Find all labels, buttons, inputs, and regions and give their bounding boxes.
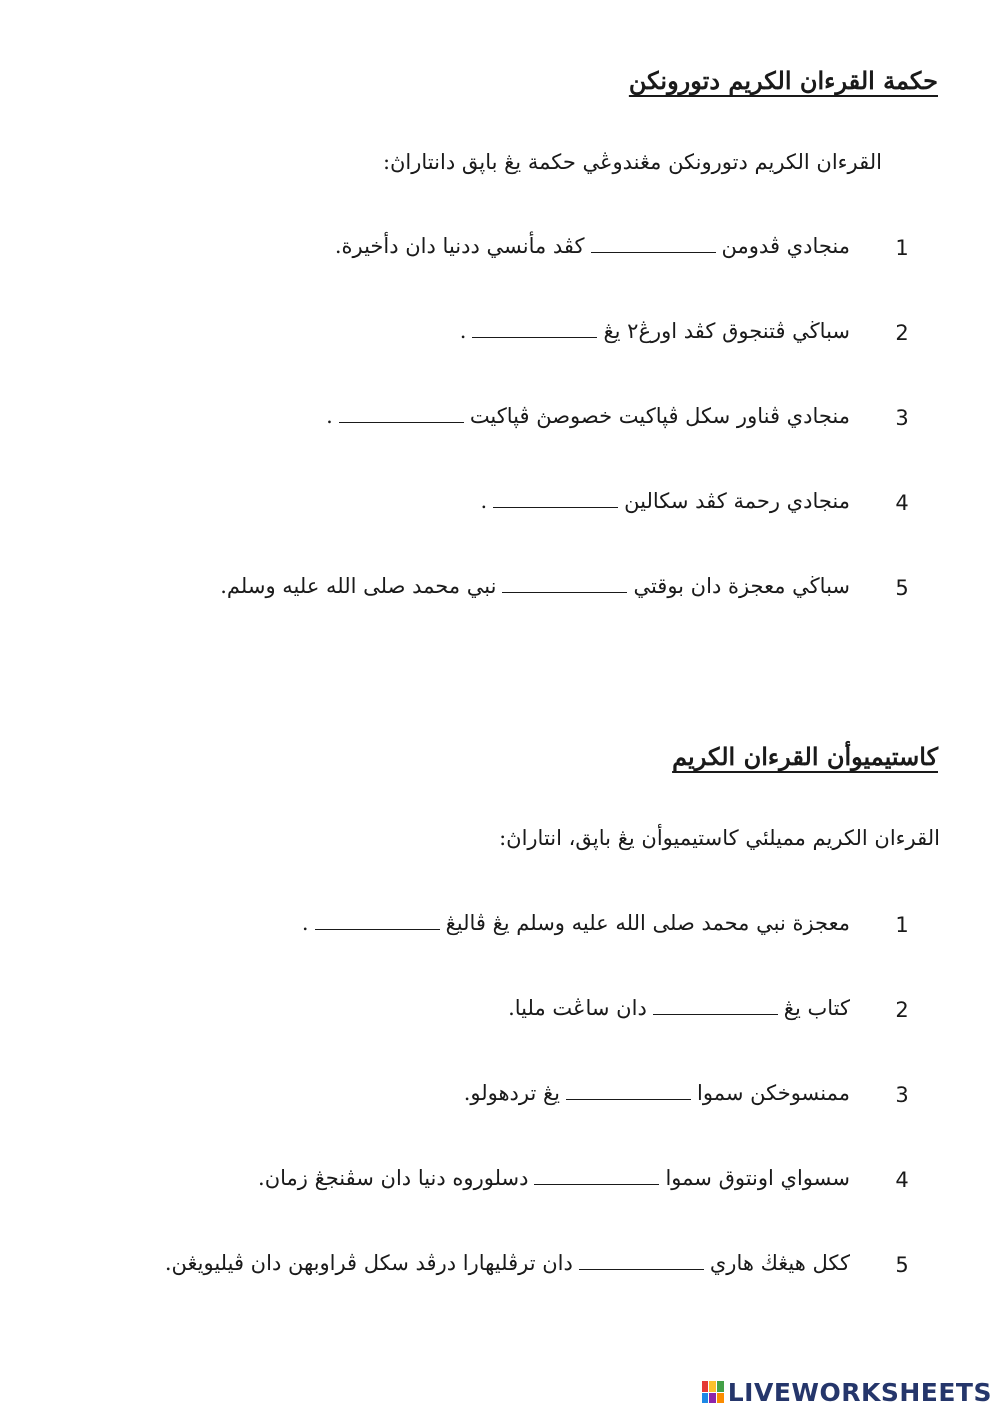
section2-question (0, 1247, 1000, 1287)
section1-title: حكمة القرءان الكريم دتورونكن (628, 66, 938, 95)
section2-intro: القرءان الكريم مميلئي كاستيميوأن يڠ باپق، انتاراڽ: (499, 826, 940, 850)
section2-question (0, 992, 1000, 1032)
question-number: 5 (895, 576, 909, 600)
section1-question (0, 485, 1000, 525)
section1-question (0, 400, 1000, 440)
answer-blank[interactable] (579, 1251, 704, 1270)
section1-question (0, 315, 1000, 355)
question-number: 3 (895, 406, 909, 430)
logo-icon (702, 1381, 724, 1403)
section2-question (0, 1162, 1000, 1202)
question-number: 4 (895, 1168, 909, 1192)
answer-blank[interactable] (502, 574, 627, 593)
question-text: ككل هيڠڬ هاريدان ترڤليهارا درڤد سكل ڤراوبهن دان ڤيليويڠن. (164, 1251, 850, 1275)
logo-text: LIVEWORKSHEETS (727, 1377, 992, 1407)
answer-blank[interactable] (493, 489, 618, 508)
question-number: 3 (895, 1083, 909, 1107)
question-text: سسواي اونتوق سموادسلوروه دنيا دان سڤنجڠ زمان. (258, 1166, 850, 1190)
question-text: منجادي رحمة كڤد سكالين. (480, 489, 850, 513)
section1-question (0, 230, 1000, 270)
question-text: سباڬي معجزة دان بوقتينبي محمد صلى الله عليه وسلم. (220, 574, 850, 598)
answer-blank[interactable] (591, 234, 716, 253)
section1-intro: القرءان الكريم دتورونكن مڠندوڠي حكمة يڠ باپق دانتاراڽ: (382, 150, 882, 174)
section1-question (0, 570, 1000, 610)
answer-blank[interactable] (472, 319, 597, 338)
question-text: ممنسوخكن سموايڠ تردهولو. (463, 1081, 850, 1105)
answer-blank[interactable] (566, 1081, 691, 1100)
question-text: معجزة نبي محمد صلى الله عليه وسلم يڠ ڤاليڠ. (301, 911, 850, 935)
section2-question (0, 907, 1000, 947)
question-text: منجادي ڤناور سكل ڤپاكيت خصوصڽ ڤپاكيت. (326, 404, 850, 428)
question-text: سباڬي ڤتنجوق كڤد اورڠ٢ يڠ. (459, 319, 850, 343)
answer-blank[interactable] (653, 996, 778, 1015)
section2-title: كاستيميوأن القرءان الكريم (672, 742, 938, 771)
question-number: 2 (895, 998, 909, 1022)
answer-blank[interactable] (534, 1166, 659, 1185)
question-number: 4 (895, 491, 909, 515)
question-text: كتاب يڠدان ساڠت مليا. (508, 996, 850, 1020)
liveworksheets-logo (702, 1379, 992, 1405)
answer-blank[interactable] (339, 404, 464, 423)
question-number: 1 (895, 236, 909, 260)
answer-blank[interactable] (315, 911, 440, 930)
question-number: 1 (895, 913, 909, 937)
question-text: منجادي ڤدومنكڤد مأنسي ددنيا دان دأخيرة. (334, 234, 850, 258)
question-number: 5 (895, 1253, 909, 1277)
section2-question (0, 1077, 1000, 1117)
question-number: 2 (895, 321, 909, 345)
